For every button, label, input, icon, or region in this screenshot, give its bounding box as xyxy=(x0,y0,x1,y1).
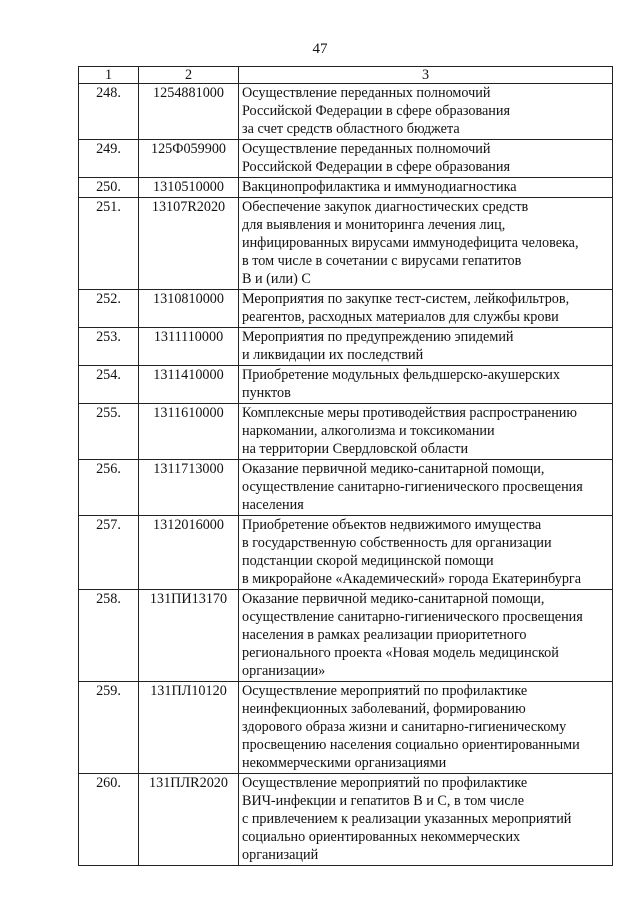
expense-name-line: социально ориентированных некоммерческих xyxy=(242,829,521,845)
expense-name-line: Приобретение объектов недвижимого имущества xyxy=(242,517,542,533)
expense-name-cell xyxy=(239,774,613,866)
budget-code-cell: 1312016000 xyxy=(139,516,239,590)
expense-name-cell xyxy=(239,198,613,290)
header-cell-name: 3 xyxy=(239,67,613,84)
table-row xyxy=(79,366,613,404)
table-row xyxy=(79,774,613,866)
expense-name-line: В и (или) С xyxy=(242,271,311,287)
budget-code-cell: 131ПИ13170 xyxy=(139,590,239,682)
expense-name-line: Оказание первичной медико-санитарной помощи, xyxy=(242,591,545,607)
row-number-cell: 259. xyxy=(79,682,139,774)
budget-code-cell: 131ПЛR2020 xyxy=(139,774,239,866)
budget-code-cell: 1311110000 xyxy=(139,328,239,366)
table-row xyxy=(79,178,613,198)
expense-name-line: организаций xyxy=(242,847,319,863)
expense-name-line: населения в рамках реализации приоритетного xyxy=(242,627,527,643)
table-row xyxy=(79,290,613,328)
expense-name-line: за счет средств областного бюджета xyxy=(242,121,460,137)
expense-name-cell xyxy=(239,366,613,404)
expense-name-line: населения xyxy=(242,497,304,513)
budget-code-cell: 1311713000 xyxy=(139,460,239,516)
expense-name-line: ВИЧ-инфекции и гепатитов В и С, в том числе xyxy=(242,793,524,809)
table-row xyxy=(79,590,613,682)
expense-name-line: подстанции скорой медицинской помощи xyxy=(242,553,494,569)
expense-name-line: некоммерческими организациями xyxy=(242,755,447,771)
row-number-cell: 252. xyxy=(79,290,139,328)
expense-name-line: с привлечением к реализации указанных мероприятий xyxy=(242,811,572,827)
expense-name-line: организации» xyxy=(242,663,326,679)
expense-name-line: Приобретение модульных фельдшерско-акушерских xyxy=(242,367,560,383)
expense-name-line: Оказание первичной медико-санитарной помощи, xyxy=(242,461,545,477)
expense-name-line: Комплексные меры противодействия распространению xyxy=(242,405,577,421)
table-row xyxy=(79,140,613,178)
budget-code-cell: 1311410000 xyxy=(139,366,239,404)
expense-name-line: Осуществление мероприятий по профилактике xyxy=(242,683,528,699)
table-row xyxy=(79,84,613,140)
table-body xyxy=(79,67,613,866)
expense-name-line: Мероприятия по закупке тест-систем, лейкофильтров, xyxy=(242,291,570,307)
expense-name-cell xyxy=(239,460,613,516)
table-header-row xyxy=(79,67,613,84)
expense-name-line: в государственную собственность для организации xyxy=(242,535,552,551)
expense-name-line: неинфекционных заболеваний, формированию xyxy=(242,701,526,717)
budget-code-cell: 1310510000 xyxy=(139,178,239,198)
expense-name-cell xyxy=(239,404,613,460)
table-row xyxy=(79,682,613,774)
row-number-cell: 254. xyxy=(79,366,139,404)
expense-name-line: Обеспечение закупок диагностических средств xyxy=(242,199,529,215)
expense-name-line: осуществление санитарно-гигиенического просвещения xyxy=(242,609,583,625)
expense-name-cell xyxy=(239,178,613,198)
expense-name-cell xyxy=(239,516,613,590)
expense-name-line: для выявления и мониторинга лечения лиц, xyxy=(242,217,506,233)
expense-name-line: реагентов, расходных материалов для службы крови xyxy=(242,309,559,325)
expense-name-cell xyxy=(239,328,613,366)
expense-name-line: Вакцинопрофилактика и иммунодиагностика xyxy=(242,179,517,195)
budget-code-cell: 1311610000 xyxy=(139,404,239,460)
expense-name-line: на территории Свердловской области xyxy=(242,441,469,457)
row-number-cell: 251. xyxy=(79,198,139,290)
expense-name-line: просвещению населения социально ориентированными xyxy=(242,737,580,753)
expense-name-line: осуществление санитарно-гигиенического просвещения xyxy=(242,479,583,495)
expense-name-cell xyxy=(239,290,613,328)
table-row xyxy=(79,460,613,516)
table-row xyxy=(79,516,613,590)
row-number-cell: 260. xyxy=(79,774,139,866)
table-row xyxy=(79,198,613,290)
expense-name-line: Мероприятия по предупреждению эпидемий xyxy=(242,329,514,345)
expense-name-line: здорового образа жизни и санитарно-гигиеническому xyxy=(242,719,567,735)
expense-name-line: Осуществление переданных полномочий xyxy=(242,141,491,157)
expense-name-line: Российской Федерации в сфере образования xyxy=(242,159,510,175)
row-number-cell: 253. xyxy=(79,328,139,366)
row-number-cell: 256. xyxy=(79,460,139,516)
budget-code-table xyxy=(78,66,613,866)
budget-code-cell: 131ПЛ10120 xyxy=(139,682,239,774)
budget-code-cell: 1254881000 xyxy=(139,84,239,140)
header-cell-code: 2 xyxy=(139,67,239,84)
expense-name-line: Российской Федерации в сфере образования xyxy=(242,103,510,119)
expense-name-line: в микрорайоне «Академический» города Екатеринбурга xyxy=(242,571,582,587)
expense-name-line: наркомании, алкоголизма и токсикомании xyxy=(242,423,495,439)
budget-code-cell: 1310810000 xyxy=(139,290,239,328)
expense-name-cell xyxy=(239,140,613,178)
row-number-cell: 249. xyxy=(79,140,139,178)
expense-name-line: и ликвидации их последствий xyxy=(242,347,424,363)
expense-name-line: регионального проекта «Новая модель медицинской xyxy=(242,645,559,661)
row-number-cell: 258. xyxy=(79,590,139,682)
row-number-cell: 257. xyxy=(79,516,139,590)
row-number-cell: 250. xyxy=(79,178,139,198)
table-row xyxy=(79,404,613,460)
expense-name-line: инфицированных вирусами иммунодефицита человека, xyxy=(242,235,579,251)
expense-name-cell xyxy=(239,682,613,774)
row-number-cell: 248. xyxy=(79,84,139,140)
expense-name-line: пунктов xyxy=(242,385,291,401)
budget-code-cell: 13107R2020 xyxy=(139,198,239,290)
expense-name-line: в том числе в сочетании с вирусами гепатитов xyxy=(242,253,522,269)
expense-name-line: Осуществление мероприятий по профилактике xyxy=(242,775,528,791)
table-row xyxy=(79,328,613,366)
expense-name-line: Осуществление переданных полномочий xyxy=(242,85,491,101)
page-number: 47 xyxy=(312,41,328,57)
budget-code-cell: 125Ф059900 xyxy=(139,140,239,178)
expense-name-cell xyxy=(239,84,613,140)
header-cell-number: 1 xyxy=(79,67,139,84)
expense-name-cell xyxy=(239,590,613,682)
row-number-cell: 255. xyxy=(79,404,139,460)
